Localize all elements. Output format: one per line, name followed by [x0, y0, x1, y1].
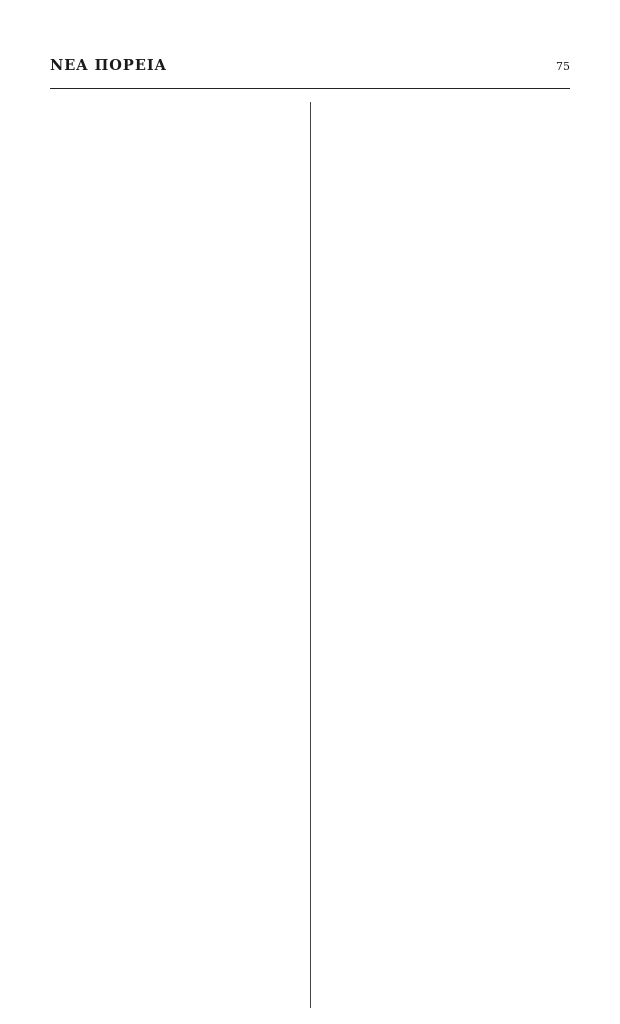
journal-title: ΝΕΑ ΠΟΡΕΙΑ — [50, 57, 167, 74]
page-number: 75 — [556, 60, 570, 73]
left-column — [50, 102, 303, 1008]
running-header — [50, 57, 570, 81]
right-column — [317, 102, 570, 1008]
column-divider — [310, 102, 311, 1008]
text-columns — [50, 102, 570, 1008]
header-rule — [50, 88, 570, 89]
